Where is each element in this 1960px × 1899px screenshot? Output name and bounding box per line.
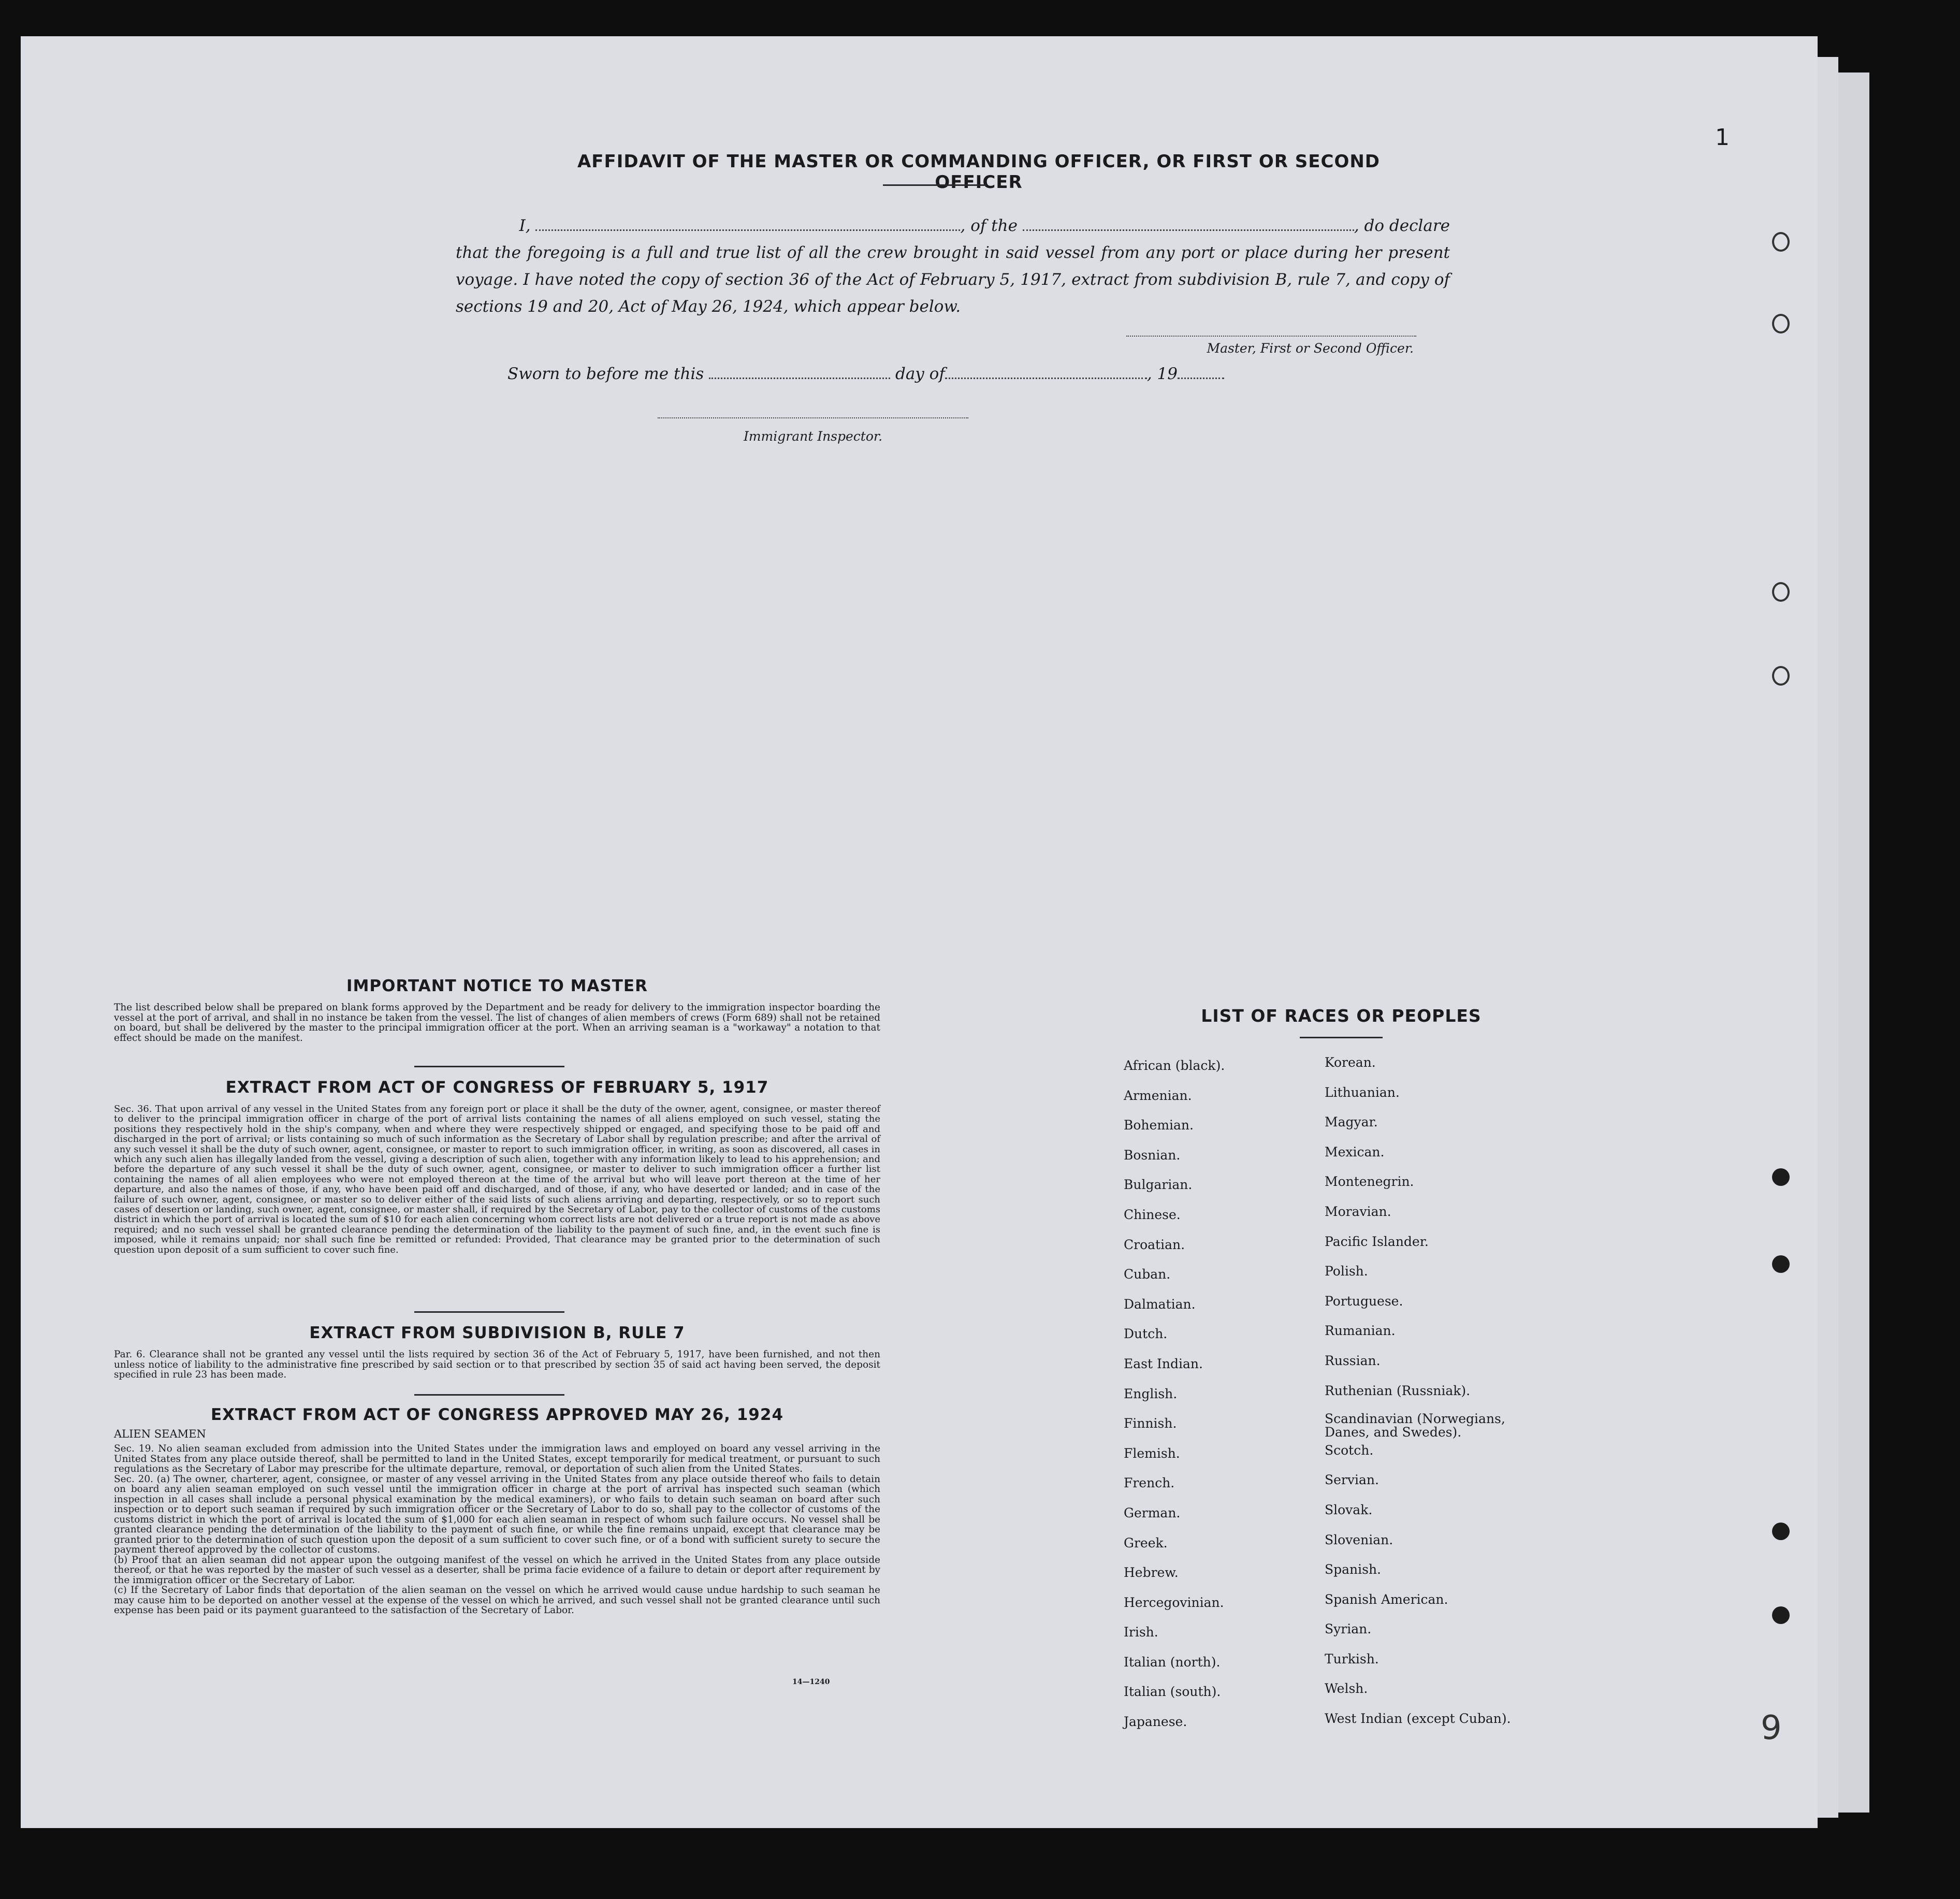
binding-hole-icon <box>1772 582 1790 602</box>
race-item: Bohemian. <box>1124 1118 1194 1133</box>
alien-seamen-subtitle: ALIEN SEAMEN <box>114 1428 206 1440</box>
notice-title: IMPORTANT NOTICE TO MASTER <box>346 977 648 995</box>
divider <box>414 1311 564 1313</box>
extract-1917-title: EXTRACT FROM ACT OF CONGRESS OF FEBRUARY 5, 1917 <box>225 1078 769 1097</box>
race-item: Syrian. <box>1325 1621 1372 1637</box>
binding-hole-icon <box>1772 232 1790 252</box>
sworn-line <box>507 365 1224 383</box>
divider <box>883 184 986 186</box>
races-left-column <box>1124 1057 1310 1744</box>
race-item: Lithuanian. <box>1325 1084 1400 1100</box>
race-item: Irish. <box>1124 1625 1158 1640</box>
race-item: Korean. <box>1325 1055 1376 1070</box>
divider <box>1300 1037 1383 1038</box>
sec-20a: Sec. 20. (a) The owner, charterer, agent, consignee, or master of any vessel arriving in the United States from any place outside thereof who fails to detain on board any alien seaman employed on such vessel until the immigration officer in charge at the port of arrival has inspected such seaman (which inspection in all cases shall include a personal physical examination by the medical examiners), or who fails to detain such seaman on board after such inspection or to deport such seaman if required by such immigration officer or the Secretary of Labor to do so, shall pay to the collector of customs of the customs district in which the port of arrival is located the sum of $1,000 for each alien seaman in respect of whom such failure occurs. No vessel shall be granted clearance pending the determination of the liability to the payment of such fine, or while the fine remains unpaid, except that clearance may be granted prior to the determination of such question upon the deposit of a sum sufficient to cover such fine, or of a bond with sufficient surety to secure the payment thereof approved by the collector of customs. <box>114 1473 880 1555</box>
race-item: Mexican. <box>1325 1144 1385 1159</box>
subdivision-body: Par. 6. Clearance shall not be granted any vessel until the lists required by section 36 of the Act of February 5, 1917, have been furnished, and not then unless notice of liability to the administrative fine prescribed by said section or to that prescribed by section 35 of said act having been served, the deposit specified in rule 23 has been made. <box>114 1349 880 1380</box>
affidavit-do-declare: , do declare <box>1354 216 1450 235</box>
race-item: Japanese. <box>1124 1714 1187 1730</box>
sworn-start: Sworn to before me this <box>507 365 704 383</box>
race-item: Armenian. <box>1124 1088 1192 1103</box>
inspector-signature-line[interactable] <box>658 417 968 418</box>
race-item: Polish. <box>1325 1264 1368 1279</box>
handwritten-mark: 9 <box>1761 1709 1782 1747</box>
race-item: Pacific Islander. <box>1325 1234 1429 1249</box>
race-item: Finnish. <box>1124 1416 1177 1431</box>
race-item: African (black). <box>1124 1058 1225 1073</box>
race-item: Moravian. <box>1325 1204 1391 1219</box>
binding-hole-icon <box>1772 1606 1790 1624</box>
officer-caption: Master, First or Second Officer. <box>1207 341 1414 356</box>
race-item: German. <box>1124 1505 1181 1520</box>
race-item: Rumanian. <box>1325 1323 1396 1339</box>
subdivision-title: EXTRACT FROM SUBDIVISION B, RULE 7 <box>309 1324 685 1342</box>
binding-hole-icon <box>1772 1255 1790 1273</box>
races-right-column <box>1325 1054 1521 1741</box>
affidavit-title: AFFIDAVIT OF THE MASTER OR COMMANDING OFFICER, OR FIRST OR SECOND OFFICER <box>577 151 1381 193</box>
binding-hole-icon <box>1772 314 1790 334</box>
race-item: West Indian (except Cuban). <box>1325 1711 1511 1727</box>
affidavit-first-line <box>456 212 1450 239</box>
race-item: Italian (north). <box>1124 1654 1221 1670</box>
race-item: Scandinavian (Norwegians, Danes, and Swedes). <box>1325 1411 1505 1440</box>
document-page <box>21 36 1818 1828</box>
race-item: Dutch. <box>1124 1326 1168 1342</box>
race-item: Scotch. <box>1325 1442 1374 1458</box>
form-number: 14—1240 <box>792 1678 830 1686</box>
race-item: Montenegrin. <box>1325 1174 1414 1190</box>
race-item: English. <box>1124 1386 1178 1401</box>
race-item: Slovenian. <box>1325 1532 1393 1547</box>
race-item: Magyar. <box>1325 1114 1378 1130</box>
race-item: Dalmatian. <box>1124 1296 1196 1312</box>
race-item: Slovak. <box>1325 1502 1373 1517</box>
vessel-blank[interactable] <box>1023 229 1354 231</box>
extract-1924-body <box>114 1444 880 1616</box>
extract-1917-body: Sec. 36. That upon arrival of any vessel in the United States from any foreign port or place it shall be the duty of the owner, agent, consignee, or master thereof to deliver to the principal immigration officer in charge of the port of arrival lists containing the names of all aliens employed on such vessel, stating the positions they respectively hold in the ship's company, when and where they were respectively shipped or engaged, and specifying those to be paid off and discharged in the port of arrival; or lists containing so much of such information as the Secretary of Labor shall by regulation prescribe; and after the arrival of any such vessel it shall be the duty of such owner, agent, consignee, or master to report to such immigration officer, in writing, as soon as discovered, all cases in which any such alien has illegally landed from the vessel, giving a description of such alien, together with any information likely to lead to his apprehension; and before the departure of any such vessel it shall be the duty of such owner, agent, consignee, or master to deliver to such immigration officer a further list containing the names of all alien employees who were not employed thereon at the time of the arrival but who will leave port thereon at the time of her departure, and also the names of those, if any, who have been paid off and discharged, and of those, if any, who have deserted or landed; and in case of the failure of such owner, agent, consignee, or master so to deliver either of the said lists of such aliens arriving and departing, respectively, or so to report such cases of desertion or landing, such owner, agent, consignee, or master shall, if required by the Secretary of Labor, pay to the collector of customs of the customs district in which the port of arrival is located the sum of $10 for each alien concerning whom correct lists are not delivered or a true report is not made as above required; and no such vessel shall be granted clearance pending the determination of the liability to the payment of such fine, and, in the event such fine is imposed, while it remains unpaid; nor shall such fine be remitted or refunded: Provided, That clearance may be granted prior to the determination of such question upon deposit of a sum sufficient to cover such fine. <box>114 1104 880 1255</box>
race-item: Hebrew. <box>1124 1565 1179 1581</box>
race-item: Russian. <box>1325 1353 1381 1368</box>
day-blank[interactable] <box>709 378 890 379</box>
race-item: Welsh. <box>1325 1681 1368 1697</box>
divider <box>414 1394 564 1396</box>
race-item: Greek. <box>1124 1535 1168 1550</box>
binding-hole-icon <box>1772 1523 1790 1540</box>
extract-1924-title: EXTRACT FROM ACT OF CONGRESS APPROVED MAY 26, 1924 <box>210 1405 784 1424</box>
divider <box>414 1066 564 1067</box>
name-blank[interactable] <box>535 229 960 231</box>
sworn-day-of: day of <box>895 365 945 383</box>
race-item: Flemish. <box>1124 1445 1180 1461</box>
page-mark: 1 <box>1715 124 1730 151</box>
race-item: Bulgarian. <box>1124 1177 1193 1193</box>
race-item: Servian. <box>1325 1472 1379 1488</box>
affidavit-i: I, <box>519 216 531 235</box>
race-item: Hercegovinian. <box>1124 1594 1224 1610</box>
race-item: Italian (south). <box>1124 1684 1221 1700</box>
race-item: East Indian. <box>1124 1356 1203 1371</box>
notice-body: The list described below shall be prepared on blank forms approved by the Department and be ready for delivery to the immigration inspector boarding the vessel at the port of arrival, and shall in no instance be taken from the vessel. The list of changes of alien members of crews (Form 689) shall not be retained on board, but shall be delivered by the master to the principal immigration officer at the port. When an arriving seaman is a "workaway" a notation to that effect should be made on the manifest. <box>114 1002 880 1043</box>
affidavit-text <box>456 212 1450 320</box>
month-blank[interactable] <box>945 378 1147 379</box>
race-item: Cuban. <box>1124 1267 1171 1282</box>
race-item: Portuguese. <box>1325 1293 1403 1309</box>
race-item: Ruthenian (Russniak). <box>1325 1383 1471 1398</box>
races-title: LIST OF RACES OR PEOPLES <box>1201 1006 1482 1026</box>
affidavit-body: that the foregoing is a full and true list of all the crew brought in said vessel from any port or place during her present voyage. I have noted the copy of section 36 of the Act of February 5, 1917, extract from subdivision B, rule 7, and copy of sections 19 and 20, Act of May 26, 1924, which appear below. <box>456 243 1450 316</box>
race-item: Bosnian. <box>1124 1147 1181 1163</box>
inspector-caption: Immigrant Inspector. <box>743 429 883 444</box>
race-item: Spanish American. <box>1325 1591 1448 1607</box>
race-item: Croatian. <box>1124 1237 1185 1252</box>
sec-19: Sec. 19. No alien seaman excluded from admission into the United States under the immigration laws and employed on board any vessel arriving in the United States from any place outside thereof, shall be permitted to land in the United States, except temporarily for medical treatment, or pursuant to such regulations as the Secretary of Labor may prescribe for the ultimate departure, removal, or deportation of such alien from the United States. <box>114 1443 880 1474</box>
affidavit-of-the: , of the <box>960 216 1018 235</box>
sec-20c: (c) If the Secretary of Labor finds that deportation of the alien seaman on the vessel on which he arrived would cause undue hardship to such seaman he may cause him to be deported on another vessel at the expense of the vessel on which he arrived, and such vessel shall not be granted clearance until such expense has been paid or its payment guaranteed to the satisfaction of the Secretary of Labor. <box>114 1585 880 1616</box>
sworn-year: , 19 <box>1146 365 1178 383</box>
year-blank[interactable] <box>1178 378 1224 379</box>
race-item: French. <box>1124 1475 1175 1491</box>
race-item: Turkish. <box>1325 1651 1379 1666</box>
officer-signature-line[interactable] <box>1126 336 1416 337</box>
sec-20b: (b) Proof that an alien seaman did not appear upon the outgoing manifest of the vessel on which he arrived in the United States from any place outside thereof, or that he was reported by the master of such vessel as a deserter, shall be prima facie evidence of a failure to detain or deport after requirement by the immigration officer or the Secretary of Labor. <box>114 1554 880 1586</box>
binding-hole-icon <box>1772 1168 1790 1186</box>
race-item: Chinese. <box>1124 1207 1181 1222</box>
binding-hole-icon <box>1772 666 1790 686</box>
race-item: Spanish. <box>1325 1562 1382 1577</box>
